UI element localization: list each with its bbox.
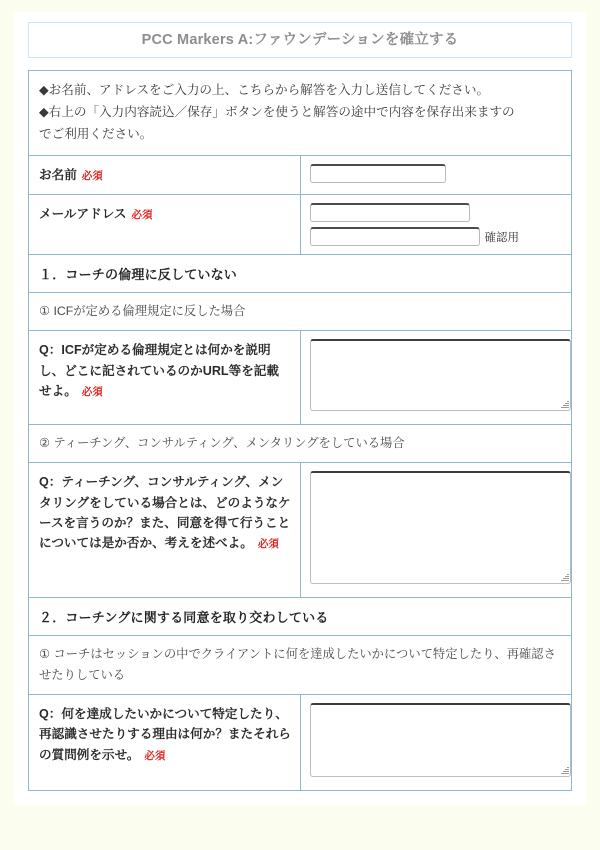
email-input-cell [300, 195, 572, 255]
section-2-item-1-required-badge: 必須 [144, 749, 166, 762]
instruction-line-2: ◆右上の「入力内容読込／保存」ボタンを使うと解答の途中で内容を保存出来ますの [39, 105, 515, 120]
name-input[interactable] [310, 164, 446, 183]
email-confirm-row [310, 227, 564, 246]
section-1-heading: １．コーチの倫理に反していない [29, 255, 572, 293]
name-label: お名前 [39, 168, 77, 183]
instructions-cell [29, 71, 572, 156]
page-title: PCC Markers A:ファウンデーションを確立する [28, 22, 572, 58]
section-1-item-1-marker-row [29, 293, 572, 331]
section-1-item-1-question-text: Q：ICFが定める倫理規定とは何かを説明し、どこに記されているのかURL等を記載せよ。 [39, 343, 279, 399]
instruction-line-3: でご利用ください。 [39, 127, 153, 142]
name-row [29, 156, 572, 195]
section-2-item-1-answer-wrap [310, 703, 571, 777]
section-2-item-1-question-cell [29, 695, 301, 791]
email-label-cell [29, 195, 301, 255]
instructions-row [29, 71, 572, 156]
section-1-item-1-question-cell [29, 331, 301, 425]
section-1-item-2-answer-wrap [310, 471, 571, 584]
section-1-heading-row [29, 255, 572, 293]
section-1-item-1-answer-wrap [310, 339, 571, 411]
email-confirm-label: 確認用 [484, 231, 519, 244]
section-1-item-2-question-cell [29, 463, 301, 598]
form-table [28, 70, 572, 791]
instruction-line-1: ◆お名前、アドレスをご入力の上、こちらから解答を入力し送信してください。 [39, 83, 490, 97]
section-1-item-1-question-row [29, 331, 572, 425]
section-2-item-1-marker: ① コーチはセッションの中でクライアントに何を達成したいかについて特定したり、再確認させたりしている [29, 636, 572, 695]
email-label: メールアドレス [39, 207, 127, 222]
form-sheet [14, 12, 586, 805]
email-input[interactable] [310, 203, 470, 222]
name-input-cell [300, 156, 572, 195]
section-2-item-1-question-text: Q：何を達成したいかについて特定したり、再認識させたりする理由は何か？またそれらの質問例を示せ。 [39, 707, 291, 762]
section-1-item-2-required-badge: 必須 [257, 538, 279, 551]
section-2-item-1-marker-row [29, 636, 572, 695]
name-required-badge: 必須 [81, 170, 103, 183]
section-1-item-1-required-badge: 必須 [81, 386, 103, 399]
section-2-heading-row [29, 598, 572, 636]
section-1-item-2-marker-row [29, 425, 572, 463]
section-2-item-1-question-row [29, 695, 572, 791]
section-1-item-1-marker: ① ICFが定める倫理規定に反した場合 [29, 293, 572, 331]
section-2-item-1-answer-textarea[interactable] [310, 703, 571, 777]
section-2-item-1-answer-cell [300, 695, 572, 791]
section-1-item-1-answer-cell [300, 331, 572, 425]
section-1-item-2-marker: ② ティーチング、コンサルティング、メンタリングをしている場合 [29, 425, 572, 463]
section-1-item-1-answer-textarea[interactable] [310, 339, 571, 411]
name-label-cell [29, 156, 301, 195]
section-1-item-2-answer-textarea[interactable] [310, 471, 571, 584]
section-2-heading: ２．コーチングに関する同意を取り交わしている [29, 598, 572, 636]
email-confirm-input[interactable] [310, 227, 480, 246]
section-1-item-2-question-row [29, 463, 572, 598]
email-row [29, 195, 572, 255]
email-required-badge: 必須 [131, 209, 153, 222]
section-1-item-2-question-text: Q：ティーチング、コンサルティング、メンタリングをしている場合とは、どのようなケースを言うのか？また、同意を得て行うことについては是か否か、考えを述べよ。 [39, 475, 291, 551]
section-1-item-2-answer-cell [300, 463, 572, 598]
